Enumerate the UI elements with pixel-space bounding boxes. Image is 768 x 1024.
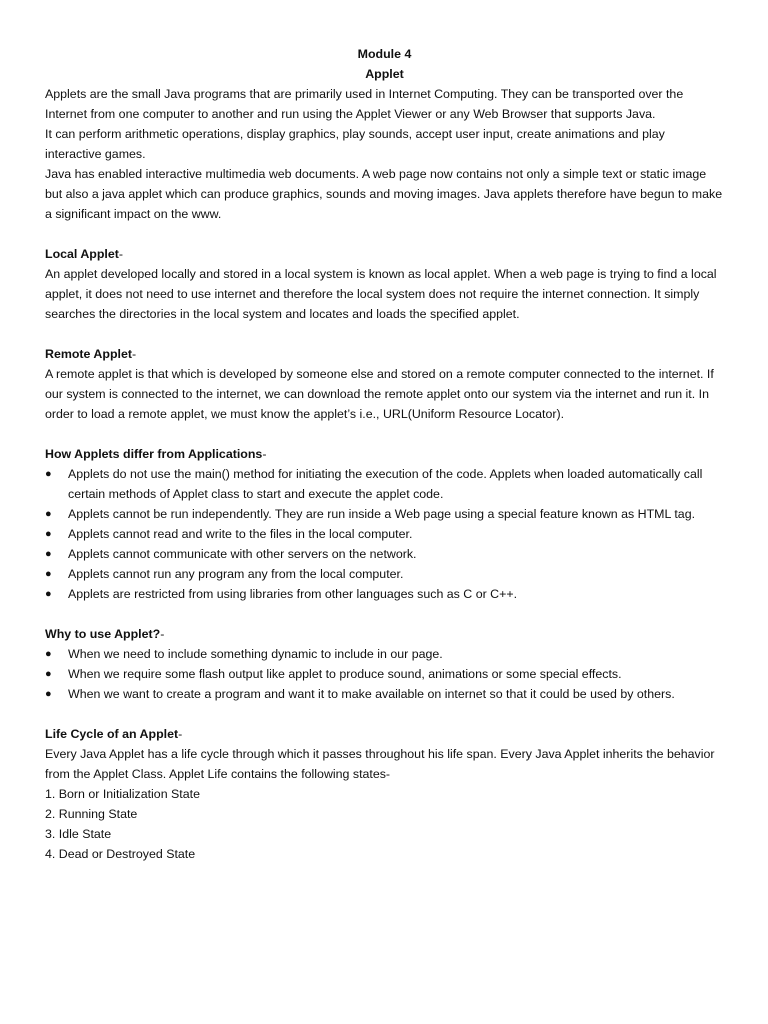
bullet-icon: ● — [45, 548, 52, 560]
state-item: 2. Running State — [45, 807, 138, 821]
heading-dash: - — [131, 347, 137, 361]
list-item-text: Applets cannot run any program any from the local computer. — [68, 567, 404, 581]
bullet-icon: ● — [45, 688, 52, 700]
list-item-text: Applets are restricted from using libraries from other languages such as C or C++. — [68, 587, 518, 601]
list-item — [45, 564, 724, 584]
list-item — [45, 524, 724, 544]
bullet-icon: ● — [45, 468, 52, 480]
differ-heading — [45, 444, 724, 464]
differ-list — [45, 464, 724, 604]
bullet-icon: ● — [45, 648, 52, 660]
list-item-text: Applets do not use the main() method for initiating the execution of the code. Applets when loaded automatically call certain methods of Applet class to start and execute the applet code. — [68, 467, 703, 501]
spacer — [45, 424, 724, 444]
state-item: 3. Idle State — [45, 827, 112, 841]
list-item — [45, 544, 724, 564]
spacer — [45, 704, 724, 724]
list-item-text: When we want to create a program and want it to make available on internet so that it could be used by others. — [68, 687, 675, 701]
remote-applet-heading-text: Remote Applet — [45, 347, 132, 361]
heading-dash: - — [178, 727, 183, 741]
heading-dash: - — [160, 627, 165, 641]
list-item-text: Applets cannot read and write to the files in the local computer. — [68, 527, 413, 541]
heading-dash: - — [118, 247, 124, 261]
lifecycle-heading — [45, 724, 724, 744]
intro-paragraph-2: It can perform arithmetic operations, display graphics, play sounds, accept user input, create animations and play interactive games. — [45, 127, 665, 161]
spacer — [45, 604, 724, 624]
bullet-icon: ● — [45, 568, 52, 580]
why-list — [45, 644, 724, 704]
topic-title: Applet — [365, 67, 404, 81]
spacer — [45, 324, 724, 344]
remote-applet-heading — [45, 344, 724, 364]
list-item — [45, 664, 724, 684]
bullet-icon: ● — [45, 528, 52, 540]
list-item — [45, 684, 724, 704]
why-heading — [45, 624, 724, 644]
differ-heading-text: How Applets differ from Applications — [45, 447, 263, 461]
list-item-text: Applets cannot communicate with other servers on the network. — [68, 547, 417, 561]
local-applet-heading — [45, 244, 724, 264]
bullet-icon: ● — [45, 508, 52, 520]
spacer — [45, 224, 724, 244]
why-heading-text: Why to use Applet? — [45, 627, 161, 641]
state-item: 1. Born or Initialization State — [45, 787, 200, 801]
module-title: Module 4 — [357, 47, 412, 61]
local-applet-heading-text: Local Applet — [45, 247, 119, 261]
remote-applet-body: A remote applet is that which is developed by someone else and stored on a remote computer connected to the internet. If our system is connected to the internet, we can download the remote applet onto our system via the internet and run it. In order to load a remote applet, we must know the applet’s i.e., URL(Uniform Resource Locator). — [45, 367, 714, 421]
lifecycle-body: Every Java Applet has a life cycle through which it passes throughout his life span. Every Java Applet inherits the behavior from the Applet Class. Applet Life contains the following states- — [45, 747, 715, 781]
list-item — [45, 464, 724, 504]
list-item-text: Applets cannot be run independently. They are run inside a Web page using a special feature known as HTML tag. — [68, 507, 696, 521]
list-item-text: When we require some flash output like applet to produce sound, animations or some special effects. — [68, 667, 622, 681]
lifecycle-states — [45, 784, 724, 864]
bullet-icon: ● — [45, 588, 52, 600]
intro-paragraph-1: Applets are the small Java programs that are primarily used in Internet Computing. They can be transported over the Internet from one computer to another and run using the Applet Viewer or any Web Browser that supports Java. — [45, 87, 684, 121]
heading-dash: - — [262, 447, 267, 461]
bullet-icon: ● — [45, 668, 52, 680]
intro-paragraph-3: Java has enabled interactive multimedia web documents. A web page now contains not only a simple text or static image but also a java applet which can produce graphics, sounds and moving images. Java applets therefore have begun to make a significant impact on the www. — [45, 167, 723, 221]
state-item: 4. Dead or Destroyed State — [45, 847, 196, 861]
list-item — [45, 504, 724, 524]
list-item — [45, 644, 724, 664]
list-item-text: When we need to include something dynamic to include in our page. — [68, 647, 443, 661]
local-applet-body: An applet developed locally and stored in a local system is known as local applet. When a web page is trying to find a local applet, it does not need to use internet and therefore the local system does not require the internet connection. It simply searches the directories in the local system and locates and loads the specified applet. — [45, 267, 717, 321]
list-item — [45, 584, 724, 604]
lifecycle-heading-text: Life Cycle of an Applet — [45, 727, 179, 741]
